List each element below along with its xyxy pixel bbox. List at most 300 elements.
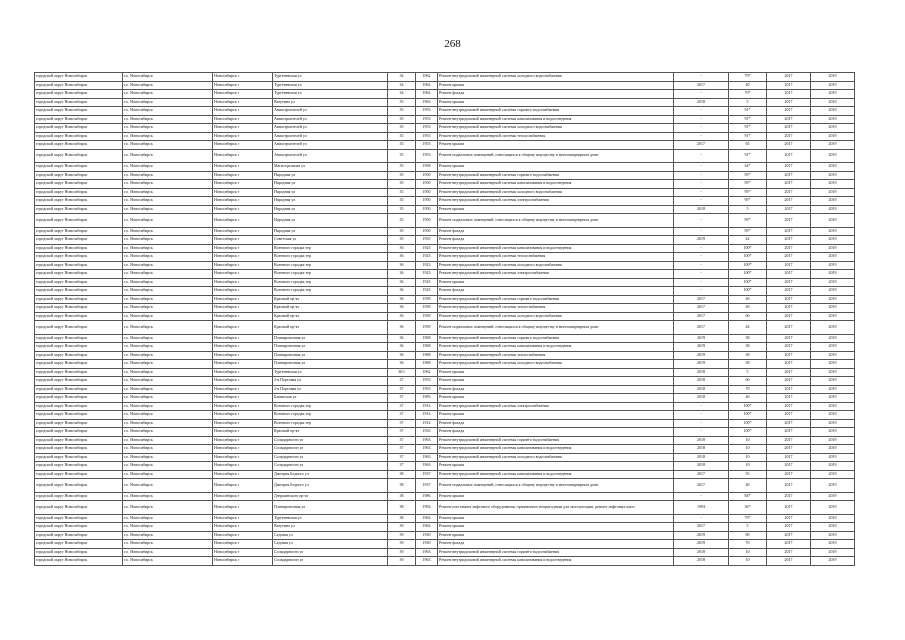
street-cell: 2-я Портовая ул [273,377,388,386]
locality-cell: Новосибирск г [213,411,273,420]
work-type-cell: Ремонт внутридомовой инженерной системы канализования и водоотведения [438,244,674,253]
plan-end-year-cell: 2019 [811,385,855,394]
street-cell: Советская ул [273,236,388,245]
settlement-cell: г.о. Новосибирск [123,205,213,214]
table-row [35,453,855,462]
table-row [35,492,855,501]
build-year-cell: 1968 [416,360,438,369]
work-type-cell: Ремонт крыши [438,205,674,214]
build-year-cell: 1923 [416,270,438,279]
municipality-cell: городской округ Новосибирск [35,73,123,82]
wear-percent-cell: 70 [729,385,767,394]
municipality-cell: городской округ Новосибирск [35,304,123,313]
street-cell: Военного городка тер [273,287,388,296]
last-repair-year-cell: 2017 [674,523,729,532]
plan-start-year-cell: 2017 [767,402,811,411]
build-year-cell: 1950 [416,171,438,180]
work-type-cell: Ремонт фасада [438,540,674,549]
municipality-cell: городской округ Новосибирск [35,343,123,352]
house-number-cell: 35 [388,98,416,107]
last-repair-year-cell: 2019 [674,236,729,245]
street-cell: Красный пр-кт [273,321,388,335]
locality-cell: Новосибирск г [213,270,273,279]
build-year-cell: 1950 [416,197,438,206]
settlement-cell: г.о. Новосибирск [123,394,213,403]
street-cell: Планировочная ул [273,351,388,360]
build-year-cell: 1968 [416,343,438,352]
street-cell: Красный пр-кт [273,428,388,437]
build-year-cell: 1953 [416,149,438,163]
plan-end-year-cell: 2019 [811,479,855,493]
settlement-cell: г.о. Новосибирск [123,261,213,270]
settlement-cell: г.о. Новосибирск [123,227,213,236]
house-number-cell: 36 [388,351,416,360]
street-cell: Красный пр-кт [273,295,388,304]
municipality-cell: городской округ Новосибирск [35,278,123,287]
table-row [35,419,855,428]
street-cell: Народная ул [273,227,388,236]
locality-cell: Новосибирск г [213,278,273,287]
wear-percent-cell: 91* [729,124,767,133]
table-row [35,73,855,82]
table-row [35,360,855,369]
wear-percent-cell: 10 [729,453,767,462]
work-type-cell: Ремонт подвальных помещений, относящихся к общему имуществу в многоквартирном доме [438,214,674,228]
work-type-cell: Ремонт крыши [438,523,674,532]
last-repair-year-cell: 2017 [674,304,729,313]
work-type-cell: Ремонт внутридомовой инженерной системы холодного водоснабжения [438,261,674,270]
municipality-cell: городской округ Новосибирск [35,81,123,90]
work-type-cell: Ремонт крыши [438,514,674,523]
build-year-cell: 1914 [416,411,438,420]
last-repair-year-cell: - [674,402,729,411]
settlement-cell: г.о. Новосибирск [123,270,213,279]
last-repair-year-cell: - [674,419,729,428]
plan-end-year-cell: 2019 [811,278,855,287]
table-row [35,479,855,493]
municipality-cell: городской округ Новосибирск [35,227,123,236]
street-cell: Дмитрия Бедного ул [273,470,388,479]
plan-start-year-cell: 2017 [767,523,811,532]
municipality-cell: городской округ Новосибирск [35,107,123,116]
municipality-cell: городской округ Новосибирск [35,180,123,189]
locality-cell: Новосибирск г [213,312,273,321]
wear-percent-cell: 55 [729,470,767,479]
last-repair-year-cell: 2017 [674,81,729,90]
wear-percent-cell: 91* [729,115,767,124]
wear-percent-cell: 91* [729,107,767,116]
last-repair-year-cell: - [674,90,729,99]
municipality-cell: городской округ Новосибирск [35,132,123,141]
municipality-cell: городской округ Новосибирск [35,188,123,197]
plan-start-year-cell: 2017 [767,188,811,197]
work-type-cell: Ремонт внутридомовой инженерной системы холодного водоснабжения [438,453,674,462]
work-type-cell: Ремонт внутридомовой инженерной системы горячего водоснабжения [438,548,674,557]
locality-cell: Новосибирск г [213,295,273,304]
work-type-cell: Ремонт внутридомовой инженерной системы канализования и водоотведения [438,180,674,189]
work-type-cell: Ремонт фасада [438,236,674,245]
plan-end-year-cell: 2019 [811,501,855,515]
locality-cell: Новосибирск г [213,360,273,369]
locality-cell: Новосибирск г [213,453,273,462]
municipality-cell: городской округ Новосибирск [35,321,123,335]
municipality-cell: городской округ Новосибирск [35,244,123,253]
plan-end-year-cell: 2019 [811,394,855,403]
house-number-cell: 36 [388,295,416,304]
plan-end-year-cell: 2019 [811,548,855,557]
locality-cell: Новосибирск г [213,557,273,566]
build-year-cell: 1968 [416,351,438,360]
settlement-cell: г.о. Новосибирск [123,402,213,411]
table-row [35,236,855,245]
table-row [35,402,855,411]
house-number-cell: 39 [388,523,416,532]
municipality-cell: городской округ Новосибирск [35,360,123,369]
table-row [35,428,855,437]
house-number-cell: 36 [388,278,416,287]
municipality-cell: городской округ Новосибирск [35,253,123,262]
street-cell: Военного городка тер [273,402,388,411]
work-type-cell: Ремонт внутридомовой инженерной системы горячего водоснабжения [438,107,674,116]
last-repair-year-cell: - [674,278,729,287]
work-type-cell: Ремонт крыши [438,81,674,90]
plan-end-year-cell: 2019 [811,124,855,133]
wear-percent-cell: 10 [729,557,767,566]
build-year-cell: 1914 [416,419,438,428]
build-year-cell: 1939 [416,304,438,313]
last-repair-year-cell: - [674,124,729,133]
locality-cell: Новосибирск г [213,132,273,141]
wear-percent-cell: 38 [729,351,767,360]
house-number-cell: 35 [388,107,416,116]
settlement-cell: г.о. Новосибирск [123,501,213,515]
plan-end-year-cell: 2019 [811,73,855,82]
street-cell: 2-я Портовая ул [273,385,388,394]
last-repair-year-cell: - [674,180,729,189]
street-cell: Военного городка тер [273,270,388,279]
last-repair-year-cell: - [674,132,729,141]
plan-end-year-cell: 2019 [811,419,855,428]
locality-cell: Новосибирск г [213,171,273,180]
build-year-cell: 1950 [416,214,438,228]
plan-end-year-cell: 2019 [811,287,855,296]
wear-percent-cell: 100* [729,261,767,270]
house-number-cell: 34 [388,90,416,99]
wear-percent-cell: 10 [729,445,767,454]
work-type-cell: Ремонт крыши [438,531,674,540]
last-repair-year-cell: 1994 [674,501,729,515]
last-repair-year-cell: - [674,115,729,124]
plan-start-year-cell: 2017 [767,214,811,228]
street-cell: Народная ул [273,205,388,214]
table-row [35,163,855,172]
locality-cell: Новосибирск г [213,514,273,523]
plan-end-year-cell: 2019 [811,180,855,189]
work-type-cell: Ремонт фасада [438,227,674,236]
work-type-cell: Ремонт крыши [438,368,674,377]
plan-start-year-cell: 2017 [767,141,811,150]
plan-start-year-cell: 2017 [767,244,811,253]
settlement-cell: г.о. Новосибирск [123,244,213,253]
settlement-cell: г.о. Новосибирск [123,132,213,141]
house-number-cell: 37 [388,419,416,428]
last-repair-year-cell: 2019 [674,540,729,549]
plan-end-year-cell: 2019 [811,98,855,107]
last-repair-year-cell: 2019 [674,531,729,540]
wear-percent-cell: 46 [729,394,767,403]
plan-start-year-cell: 2017 [767,411,811,420]
house-number-cell: 35 [388,163,416,172]
settlement-cell: г.о. Новосибирск [123,436,213,445]
settlement-cell: г.о. Новосибирск [123,445,213,454]
street-cell: Тургеневская ул [273,514,388,523]
street-cell: Ватутина ул [273,523,388,532]
work-type-cell: Ремонт крыши [438,98,674,107]
last-repair-year-cell: 2019 [674,334,729,343]
table-row [35,304,855,313]
settlement-cell: г.о. Новосибирск [123,107,213,116]
plan-end-year-cell: 2019 [811,214,855,228]
table-row [35,107,855,116]
plan-end-year-cell: 2019 [811,188,855,197]
settlement-cell: г.о. Новосибирск [123,124,213,133]
locality-cell: Новосибирск г [213,261,273,270]
wear-percent-cell: 10 [729,462,767,471]
wear-percent-cell: 95* [729,180,767,189]
build-year-cell: 1953 [416,132,438,141]
wear-percent-cell: 60 [729,377,767,386]
municipality-cell: городской округ Новосибирск [35,270,123,279]
last-repair-year-cell: 2018 [674,394,729,403]
house-number-cell: 36 [388,287,416,296]
work-type-cell: Ремонт фасада [438,385,674,394]
plan-start-year-cell: 2017 [767,360,811,369]
wear-percent-cell: 79* [729,90,767,99]
table-row [35,343,855,352]
street-cell: Солидарности ул [273,436,388,445]
work-type-cell: Ремонт фасада [438,419,674,428]
build-year-cell: 1986 [416,492,438,501]
last-repair-year-cell: - [674,411,729,420]
street-cell: Садовая ул [273,531,388,540]
locality-cell: Новосибирск г [213,115,273,124]
build-year-cell: 1962 [416,90,438,99]
settlement-cell: г.о. Новосибирск [123,253,213,262]
street-cell: Ватутина ул [273,98,388,107]
last-repair-year-cell: - [674,171,729,180]
last-repair-year-cell: - [674,253,729,262]
build-year-cell: 1923 [416,261,438,270]
municipality-cell: городской округ Новосибирск [35,334,123,343]
settlement-cell: г.о. Новосибирск [123,540,213,549]
municipality-cell: городской округ Новосибирск [35,90,123,99]
table-row [35,557,855,566]
last-repair-year-cell: 2019 [674,360,729,369]
street-cell: Военного городка тер [273,261,388,270]
street-cell: Солидарности ул [273,557,388,566]
street-cell: Военного городка тер [273,411,388,420]
build-year-cell: 1962 [416,368,438,377]
plan-end-year-cell: 2019 [811,244,855,253]
table-row [35,523,855,532]
municipality-cell: городской округ Новосибирск [35,453,123,462]
house-number-cell: 39 [388,540,416,549]
table-row [35,385,855,394]
plan-end-year-cell: 2019 [811,132,855,141]
settlement-cell: г.о. Новосибирск [123,492,213,501]
settlement-cell: г.о. Новосибирск [123,90,213,99]
locality-cell: Новосибирск г [213,107,273,116]
street-cell: Авиастроителей ул [273,124,388,133]
locality-cell: Новосибирск г [213,470,273,479]
municipality-cell: городской округ Новосибирск [35,394,123,403]
wear-percent-cell: 38 [729,343,767,352]
settlement-cell: г.о. Новосибирск [123,312,213,321]
work-type-cell: Ремонт внутридомовой инженерной системы теплоснабжения [438,132,674,141]
wear-percent-cell: 100* [729,253,767,262]
work-type-cell: Ремонт подвальных помещений, относящихся к общему имуществу в многоквартирном доме [438,479,674,493]
plan-start-year-cell: 2017 [767,197,811,206]
plan-start-year-cell: 2017 [767,540,811,549]
table-row [35,81,855,90]
settlement-cell: г.о. Новосибирск [123,236,213,245]
plan-end-year-cell: 2019 [811,492,855,501]
house-number-cell: 35 [388,180,416,189]
house-number-cell: 38 [388,492,416,501]
last-repair-year-cell: 2017 [674,295,729,304]
build-year-cell: 1963 [416,98,438,107]
municipality-cell: городской округ Новосибирск [35,163,123,172]
work-type-cell: Ремонт внутридомовой инженерной системы канализования и водоотведения [438,557,674,566]
plan-end-year-cell: 2019 [811,462,855,471]
build-year-cell: 1958 [416,163,438,172]
street-cell: Садовая ул [273,540,388,549]
wear-percent-cell: 95* [729,197,767,206]
plan-end-year-cell: 2019 [811,514,855,523]
locality-cell: Новосибирск г [213,351,273,360]
wear-percent-cell: 100* [729,411,767,420]
work-type-cell: Ремонт внутридомовой инженерной системы канализования и водоотведения [438,445,674,454]
last-repair-year-cell: - [674,244,729,253]
settlement-cell: г.о. Новосибирск [123,141,213,150]
house-number-cell: 36 [388,321,416,335]
work-type-cell: Ремонт внутридомовой инженерной системы теплоснабжения [438,351,674,360]
work-type-cell: Ремонт фасада [438,287,674,296]
plan-end-year-cell: 2019 [811,411,855,420]
work-type-cell: Ремонт внутридомовой инженерной системы электроснабжения [438,197,674,206]
settlement-cell: г.о. Новосибирск [123,81,213,90]
plan-end-year-cell: 2019 [811,334,855,343]
street-cell: Тургеневская ул [273,81,388,90]
settlement-cell: г.о. Новосибирск [123,73,213,82]
street-cell: Авиастроителей ул [273,132,388,141]
build-year-cell: 1933 [416,428,438,437]
wear-percent-cell: 10 [729,436,767,445]
work-type-cell: Ремонт внутридомовой инженерной системы горячего водоснабжения [438,334,674,343]
plan-end-year-cell: 2019 [811,557,855,566]
settlement-cell: г.о. Новосибирск [123,385,213,394]
municipality-cell: городской округ Новосибирск [35,205,123,214]
street-cell: Планировочная ул [273,360,388,369]
plan-start-year-cell: 2017 [767,236,811,245]
settlement-cell: г.о. Новосибирск [123,411,213,420]
build-year-cell: 1962 [416,514,438,523]
plan-end-year-cell: 2019 [811,227,855,236]
wear-percent-cell: 5 [729,98,767,107]
build-year-cell: 1930 [416,540,438,549]
street-cell: Авиастроителей ул [273,149,388,163]
locality-cell: Новосибирск г [213,98,273,107]
wear-percent-cell: 65 [729,141,767,150]
plan-start-year-cell: 2017 [767,501,811,515]
work-type-cell: Ремонт или замена лифтового оборудования, признанного непригодным для эксплуатации, ремонт лифтовых шахт [438,501,674,515]
street-cell: Красный пр-кт [273,304,388,313]
table-row [35,334,855,343]
table-row [35,227,855,236]
house-number-cell: 39 [388,548,416,557]
plan-start-year-cell: 2017 [767,90,811,99]
table-row [35,205,855,214]
build-year-cell: 1963 [416,557,438,566]
settlement-cell: г.о. Новосибирск [123,321,213,335]
locality-cell: Новосибирск г [213,244,273,253]
house-number-cell: 36/1 [388,368,416,377]
plan-start-year-cell: 2017 [767,479,811,493]
settlement-cell: г.о. Новосибирск [123,171,213,180]
municipality-cell: городской округ Новосибирск [35,287,123,296]
last-repair-year-cell: - [674,214,729,228]
street-cell: Дзержинского пр-кт [273,492,388,501]
settlement-cell: г.о. Новосибирск [123,343,213,352]
last-repair-year-cell: - [674,227,729,236]
plan-start-year-cell: 2017 [767,462,811,471]
wear-percent-cell: 79* [729,514,767,523]
plan-end-year-cell: 2019 [811,436,855,445]
house-number-cell: 37 [388,428,416,437]
plan-start-year-cell: 2017 [767,470,811,479]
house-number-cell: 37 [388,411,416,420]
street-cell: Красный пр-кт [273,312,388,321]
locality-cell: Новосибирск г [213,402,273,411]
wear-percent-cell: 46 [729,295,767,304]
work-type-cell: Ремонт крыши [438,278,674,287]
locality-cell: Новосибирск г [213,73,273,82]
work-type-cell: Ремонт внутридомовой инженерной системы горячего водоснабжения [438,436,674,445]
plan-start-year-cell: 2017 [767,492,811,501]
work-type-cell: Ремонт фасада [438,90,674,99]
plan-end-year-cell: 2019 [811,163,855,172]
plan-end-year-cell: 2019 [811,270,855,279]
locality-cell: Новосибирск г [213,227,273,236]
settlement-cell: г.о. Новосибирск [123,377,213,386]
plan-end-year-cell: 2019 [811,115,855,124]
plan-start-year-cell: 2017 [767,368,811,377]
build-year-cell: 1923 [416,287,438,296]
house-number-cell: 39 [388,557,416,566]
municipality-cell: городской округ Новосибирск [35,531,123,540]
table-row [35,436,855,445]
municipality-cell: городской округ Новосибирск [35,540,123,549]
plan-start-year-cell: 2017 [767,351,811,360]
wear-percent-cell: 100* [729,402,767,411]
plan-start-year-cell: 2017 [767,334,811,343]
work-type-cell: Ремонт внутридомовой инженерной системы теплоснабжения [438,304,674,313]
build-year-cell: 1914 [416,402,438,411]
settlement-cell: г.о. Новосибирск [123,287,213,296]
last-repair-year-cell: 2017 [674,321,729,335]
locality-cell: Новосибирск г [213,90,273,99]
municipality-cell: городской округ Новосибирск [35,141,123,150]
